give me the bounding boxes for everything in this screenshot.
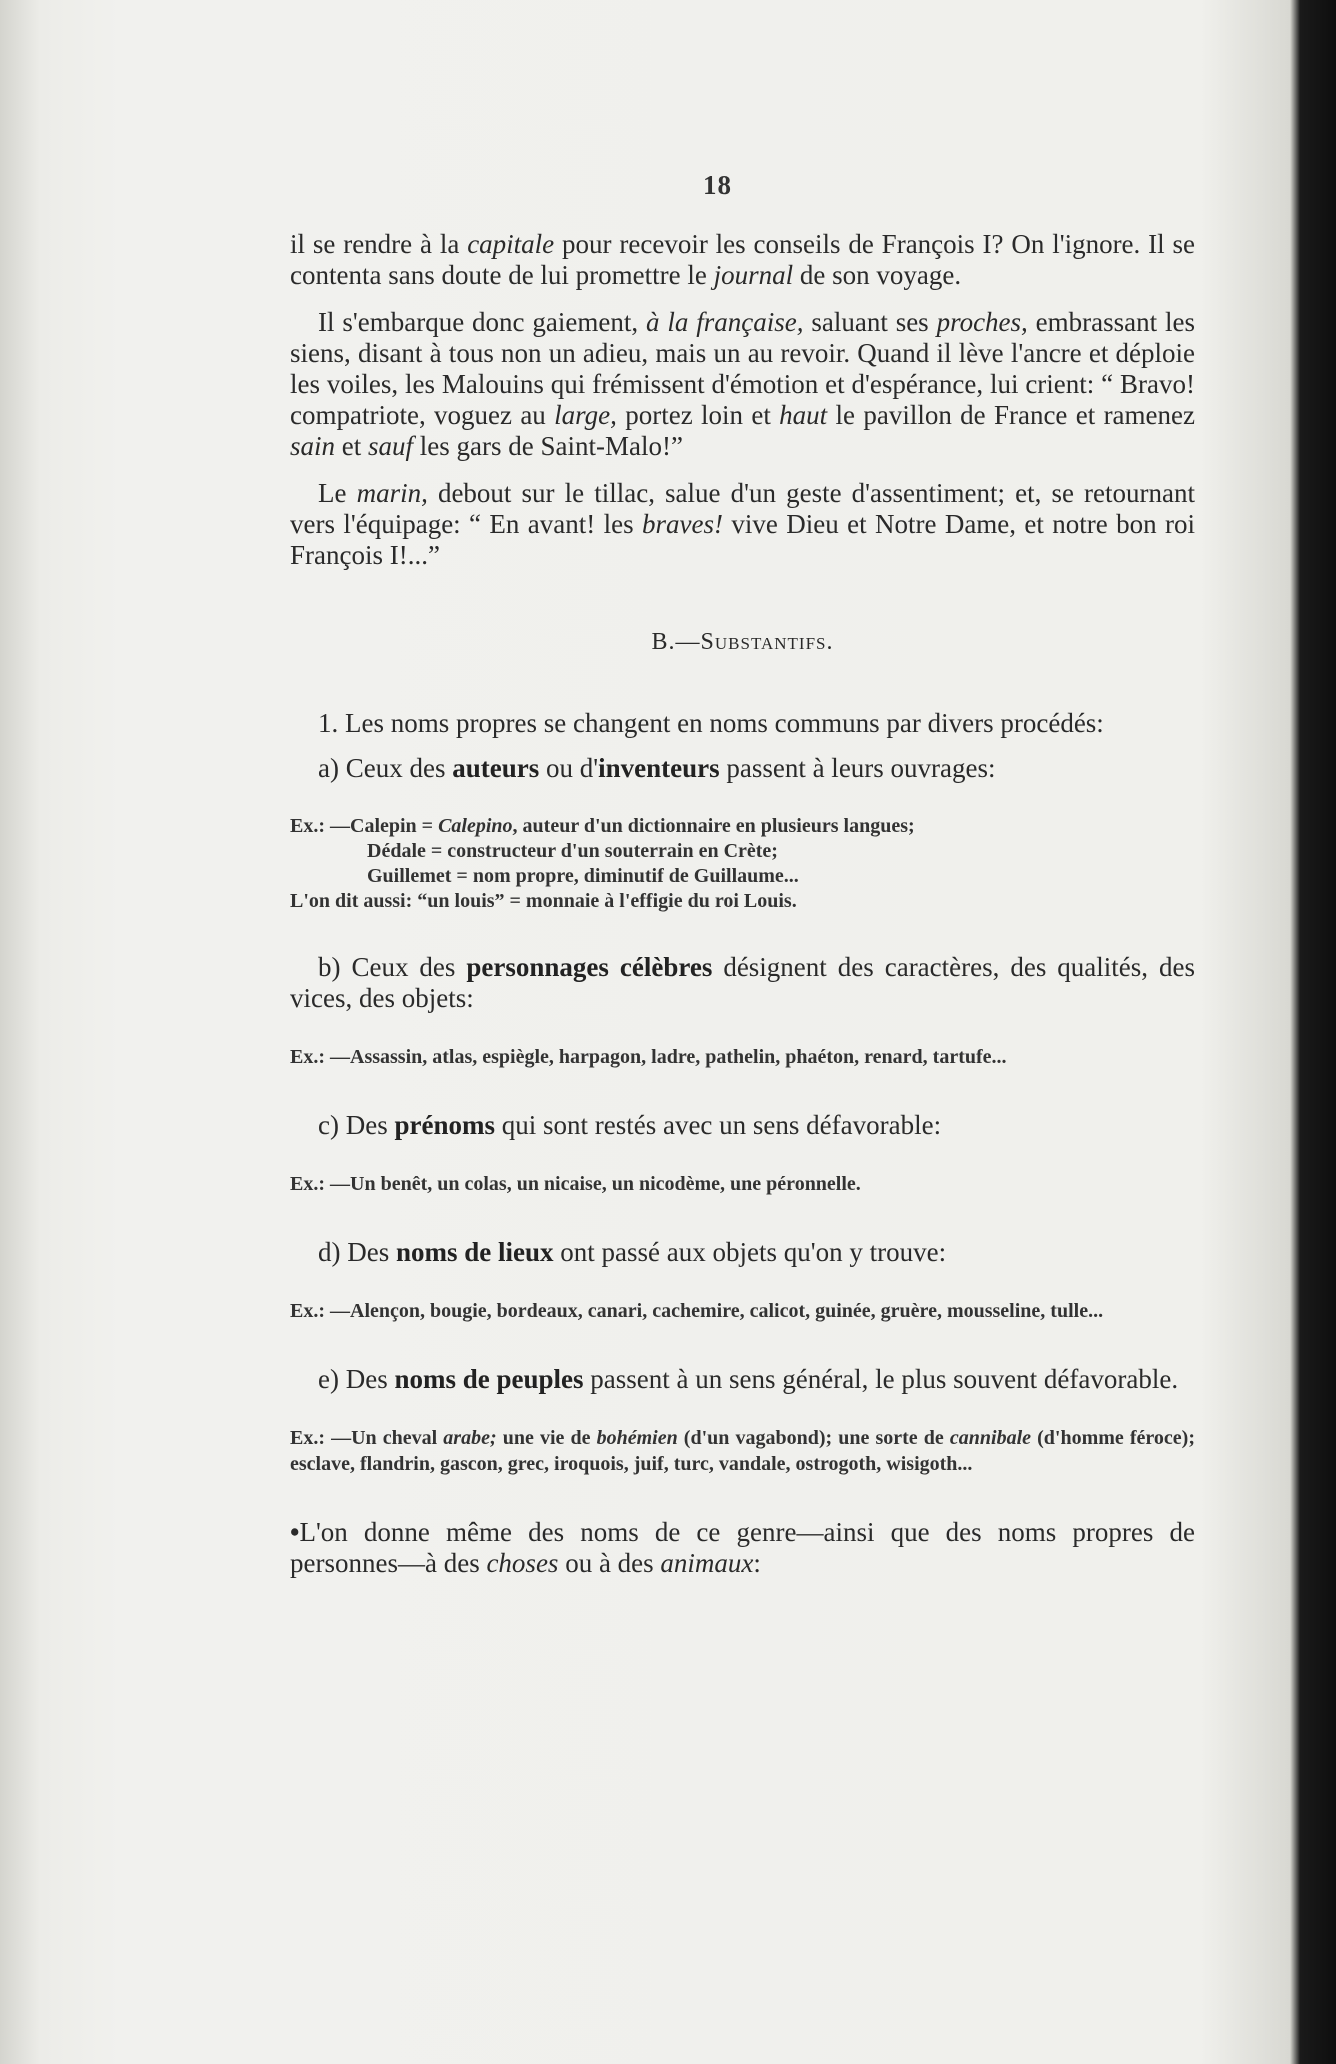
example-b: Ex.: —Assassin, atlas, espiègle, harpagon, ladre, pathelin, phaéton, renard, tartufe... (290, 1046, 1007, 1068)
paragraph-3: Le marin, debout sur le tillac, salue d'un geste d'assentiment; et, se retournant vers l'équipage: “ En avant! les braves! vive Dieu et Notre Dame, et notre bon roi François I!...” (290, 478, 1196, 570)
page-content (290, 170, 1195, 1579)
example-e: Ex.: —Un cheval arabe; une vie de bohémien (d'un vagabond); une sorte de cannibale (d'homme féroce); esclave, flandrin, gascon, grec, iroquois, juif, turc, vandale, ostrogoth, wisigoth... (290, 1427, 1195, 1475)
example-d: Ex.: —Alençon, bougie, bordeaux, canari, cachemire, calicot, guinée, gruère, mousseline, tulle... (290, 1300, 1104, 1322)
sub-item-d: d) Des noms de lieux ont passé aux objets qu'on y trouve: (318, 1237, 947, 1267)
sub-item-b: b) Ceux des personnages célèbres désignent des caractères, des qualités, des vices, des objets: (290, 952, 1195, 1013)
paragraph-2: Il s'embarque donc gaiement, à la française, saluant ses proches, embrassant les siens, disant à tous non un adieu, mais un au revoir. Quand il lève l'ancre et déploie les voiles, les Malouins qui frémissent d'émotion et d'espérance, lui crient: “ Bravo! compatriote, voguez au large, portez loin et haut le pavillon de France et ramenez sain et sauf les gars de Saint-Malo!” (290, 307, 1195, 461)
example-a-line-4: L'on dit aussi: “un louis” = monnaie à l'effigie du roi Louis. (290, 890, 797, 912)
example-a-line-2: Dédale = constructeur d'un souterrain en Crète; (367, 840, 778, 862)
example-a (290, 814, 1195, 914)
paragraph-1: il se rendre à la capitale pour recevoir les conseils de François I? On l'ignore. Il se contenta sans doute de lui promettre le journal de son voyage. (290, 229, 1195, 290)
sub-item-e: e) Des noms de peuples passent à un sens général, le plus souvent défavorable. (318, 1364, 1179, 1394)
sub-item-a: a) Ceux des auteurs ou d'inventeurs passent à leurs ouvrages: (318, 753, 996, 783)
example-c: Ex.: —Un benêt, un colas, un nicaise, un nicodème, une péronnelle. (290, 1173, 861, 1195)
page-number: 18 (703, 170, 732, 200)
final-paragraph: • L'on donne même des noms de ce genre—ainsi que des noms propres de personnes—à des choses ou à des animaux: (290, 1517, 1195, 1579)
sub-item-c: c) Des prénoms qui sont restés avec un sens défavorable: (318, 1110, 942, 1140)
section-heading: B.—Substantifs. (651, 629, 834, 655)
item-1: 1. Les noms propres se changent en noms communs par divers procédés: (318, 708, 1104, 738)
example-a-line-1: Ex.: —Calepin = Calepino, auteur d'un dictionnaire en plusieurs langues; (290, 815, 915, 837)
example-a-line-3: Guillemet = nom propre, diminutif de Guillaume... (367, 865, 799, 887)
